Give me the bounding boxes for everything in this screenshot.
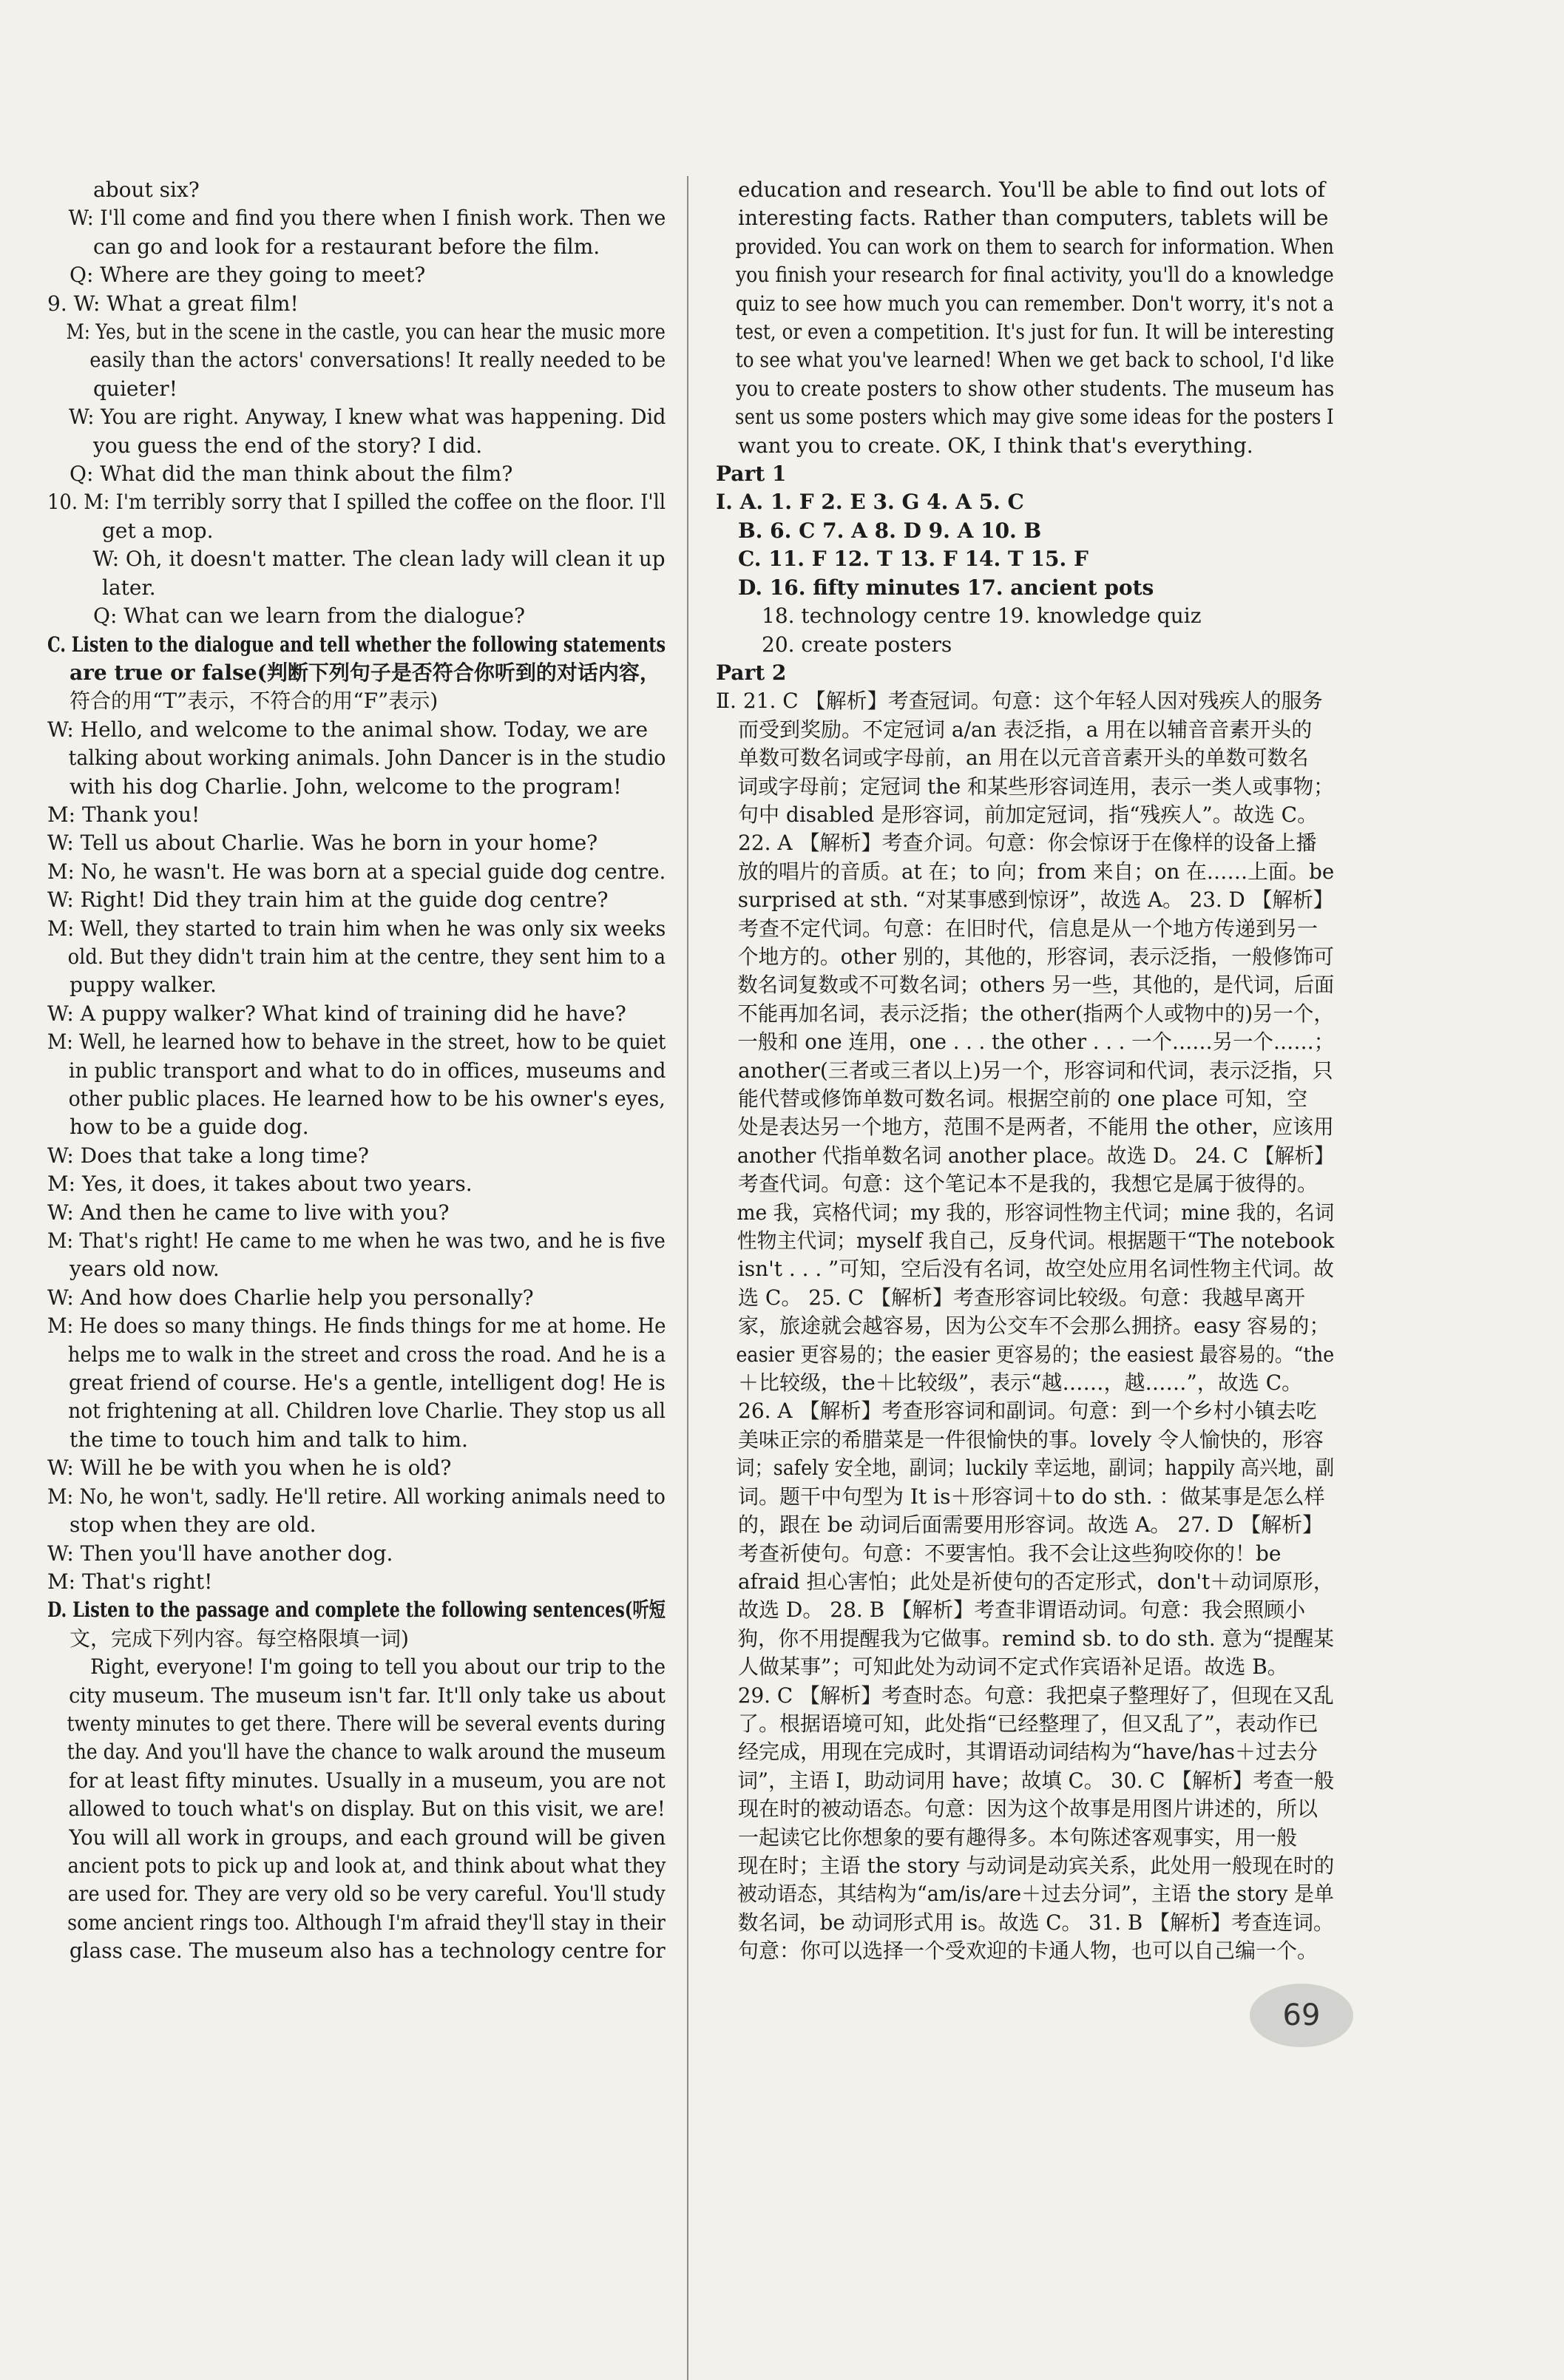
text-line: Ⅰ. A. 1. F 2. E 3. G 4. A 5. C: [716, 490, 1024, 515]
page-number: 69: [1282, 1998, 1321, 2032]
text-line: helps me to walk in the street and cross the road. And he is a: [67, 1342, 666, 1367]
text-line: sent us some posters which may give some ideas for the posters I: [735, 405, 1334, 430]
text-line: surprised at sth. “对某事感到惊讶”，故选 A。 23. D 【解析】: [737, 888, 1334, 913]
column-divider: [687, 176, 688, 2380]
text-line: 的，跟在 be 动词后面需要用形容词。故选 A。 27. D 【解析】: [738, 1512, 1324, 1538]
text-line: are used for. They are very old so be very careful. You'll study: [67, 1882, 666, 1907]
text-line: 美味正宗的希腊菜是一件很愉快的事。lovely 令人愉快的，形容: [738, 1427, 1324, 1452]
text-line: easily than the actors' conversations! It really needed to be: [89, 348, 666, 373]
text-line: 数名词复数或不可数名词；others 另一些，其他的，是代词，后面: [737, 973, 1335, 998]
text-line: M: Yes, but in the scene in the castle, you can hear the music more: [66, 320, 666, 345]
text-line: W: Tell us about Charlie. Was he born in your home?: [47, 831, 598, 856]
text-line: great friend of course. He's a gentle, intelligent dog! He is: [69, 1370, 666, 1396]
text-line: talking about working animals. John Dancer is in the studio: [68, 746, 666, 771]
text-line: C. 11. F 12. T 13. F 14. T 15. F: [738, 547, 1089, 572]
text-line: want you to create. OK, I think that's everything.: [738, 433, 1253, 458]
text-line: 经完成，用现在完成时，其谓语动词结构为“have/has＋过去分: [738, 1740, 1318, 1765]
text-line: city museum. The museum isn't far. It'll only take us about: [69, 1683, 666, 1708]
text-line: 能代替或修饰单数可数名词。根据空前的 one place 可知，空: [738, 1086, 1307, 1111]
text-line: 人做某事”；可知此处为动词不定式作宾语补足语。故选 B。: [738, 1654, 1288, 1680]
text-line: with his dog Charlie. John, welcome to the program!: [70, 774, 622, 799]
text-line: W: And how does Charlie help you personally?: [47, 1285, 534, 1310]
text-line: 不能再加名词，表示泛指；the other(指两个人或物中的)另一个，: [737, 1001, 1334, 1026]
text-line: 单数可数名词或字母前，an 用在以元音音素开头的单数可数名: [738, 746, 1309, 771]
text-line: 一起读它比你想象的要有趣得多。本句陈述客观事实，用一般: [738, 1825, 1298, 1850]
text-line: provided. You can work on them to search for information. When: [735, 234, 1334, 259]
text-line: W: Will he be with you when he is old?: [47, 1456, 452, 1481]
page-number-badge: [1250, 1984, 1353, 2047]
text-line: W: Right! Did they train him at the guide dog centre?: [47, 888, 609, 913]
text-line: 文，完成下列内容。每空格限填一词): [70, 1626, 409, 1651]
text-line: ＋比较级，the＋比较级”，表示“越……，越……”，故选 C。: [738, 1370, 1303, 1396]
text-line: 句意：你可以选择一个受欢迎的卡通人物，也可以自己编一个。: [738, 1938, 1318, 1964]
text-line: 选 C。 25. C 【解析】考查形容词比较级。句意：我越早离开: [738, 1285, 1305, 1310]
text-line: 考查代词。句意：这个笔记本不是我的，我想它是属于彼得的。: [738, 1172, 1318, 1197]
text-line: W: I'll come and find you there when I finish work. Then we: [68, 206, 666, 231]
text-line: M: He does so many things. He finds things for me at home. He: [47, 1314, 666, 1339]
text-line: some ancient rings too. Although I'm afraid they'll stay in their: [67, 1910, 666, 1935]
text-line: glass case. The museum also has a technology centre for: [69, 1938, 666, 1964]
text-line: me 我，宾格代词；my 我的，形容词性物主代词；mine 我的，名词: [737, 1200, 1335, 1225]
text-line: 现在时的被动语态。句意：因为这个故事是用图片讲述的，所以: [738, 1796, 1318, 1822]
text-line: another(三者或三者以上)另一个，形容词和代词，表示泛指，只: [738, 1058, 1333, 1083]
text-line: another 代指单数名词 another place。故选 D。 24. C 【解析】: [737, 1143, 1335, 1168]
text-line: M: That's right!: [47, 1569, 213, 1594]
left-column: [47, 176, 666, 1966]
text-line: Right, everyone! I'm going to tell you about our trip to the: [90, 1654, 666, 1680]
text-line: the day. And you'll have the chance to walk around the museum: [67, 1740, 666, 1765]
text-line: Q: What can we learn from the dialogue?: [93, 604, 525, 629]
text-line: M: No, he won't, sadly. He'll retire. All working animals need to: [47, 1484, 666, 1509]
text-line: W: Hello, and welcome to the animal show. Today, we are: [47, 717, 649, 742]
text-line: 22. A 【解析】考查介词。句意：你会惊讶于在像样的设备上播: [738, 831, 1317, 856]
text-line: in public transport and what to do in offices, museums and: [68, 1058, 666, 1083]
text-line: W: Then you'll have another dog.: [47, 1541, 393, 1566]
text-line: are true or false(判断下列句子是否符合你听到的对话内容，: [70, 660, 660, 685]
text-line: interesting facts. Rather than computers, tablets will be: [738, 206, 1329, 231]
text-line: test, or even a competition. It's just for fun. It will be interesting: [735, 320, 1335, 345]
text-line: get a mop.: [102, 518, 214, 543]
text-line: 词或字母前；定冠词 the 和某些形容词连用，表示一类人或事物；: [737, 774, 1334, 799]
text-line: Part 1: [716, 462, 787, 487]
text-line: afraid 担心害怕；此处是祈使句的否定形式，don't＋动词原形，: [737, 1569, 1334, 1594]
text-line: isn't . . . ”可知，空后没有名词，故空处应用名词性物主代词。故: [737, 1257, 1334, 1282]
text-line: 了。根据语境可知，此处指“已经整理了，但又乱了”，表动作已: [738, 1711, 1318, 1736]
text-line: M: Thank you!: [47, 802, 200, 827]
text-line: 被动语态，其结构为“am/is/are＋过去分词”，主语 the story 是单: [737, 1882, 1334, 1907]
text-line: 考查不定代词。句意：在旧时代，信息是从一个地方传递到另一: [738, 916, 1318, 941]
text-line: 20. create posters: [762, 632, 952, 657]
text-line: D. Listen to the passage and complete the following sentences(听短: [47, 1598, 666, 1623]
text-line: 数名词，be 动词形式用 is。故选 C。 31. B 【解析】考查连词。: [737, 1910, 1334, 1935]
text-line: to see what you've learned! When we get back to school, I'd like: [735, 348, 1335, 373]
text-line: 狗，你不用提醒我为它做事。remind sb. to do sth. 意为“提醒某: [737, 1626, 1334, 1651]
text-line: education and research. You'll be able to find out lots of: [738, 178, 1325, 202]
text-line: can go and look for a restaurant before the film.: [93, 234, 600, 259]
text-line: 放的唱片的音质。at 在；to 向；from 来自；on 在……上面。be: [737, 859, 1335, 884]
text-line: M: No, he wasn't. He was born at a special guide dog centre.: [47, 859, 666, 884]
text-line: ancient pots to pick up and look at, and think about what they: [67, 1853, 666, 1878]
text-line: how to be a guide dog.: [70, 1115, 309, 1140]
text-line: M: Well, he learned how to behave in the street, how to be quiet: [47, 1030, 666, 1055]
text-line: 符合的用“T”表示，不符合的用“F”表示): [70, 689, 439, 714]
text-line: twenty minutes to get there. There will be several events during: [67, 1711, 666, 1736]
text-line: 词”，主语 I，助动词用 have；故填 C。 30. C 【解析】考查一般: [737, 1768, 1335, 1793]
text-line: 故选 D。 28. B 【解析】考查非谓语动词。句意：我会照顾小: [738, 1598, 1306, 1623]
text-line: for at least fifty minutes. Usually in a museum, you are not: [68, 1768, 666, 1793]
text-line: You will all work in groups, and each ground will be given: [69, 1825, 666, 1850]
text-line: 词。题干中句型为 It is＋形容词＋to do sth. ：做某事是怎么样: [738, 1484, 1325, 1509]
text-line: C. Listen to the dialogue and tell whether the following statements: [47, 632, 666, 657]
text-line: 26. A 【解析】考查形容词和副词。句意：到一个乡村小镇去吃: [738, 1399, 1317, 1424]
right-column: [716, 176, 1334, 1966]
text-line: B. 6. C 7. A 8. D 9. A 10. B: [738, 518, 1042, 543]
text-line: Q: Where are they going to meet?: [70, 263, 426, 288]
text-line: later.: [102, 575, 156, 600]
text-line: 考查祈使句。句意：不要害怕。我不会让这些狗咬你的！be: [738, 1541, 1282, 1566]
text-line: 个地方的。other 别的，其他的，形容词，表示泛指，一般修饰可: [737, 944, 1335, 969]
text-line: W: A puppy walker? What kind of training did he have?: [47, 1001, 626, 1026]
text-line: you guess the end of the story? I did.: [93, 433, 483, 458]
text-line: W: And then he came to live with you?: [47, 1200, 450, 1225]
text-line: 现在时；主语 the story 与动词是动宾关系，此处用一般现在时的: [737, 1853, 1335, 1878]
text-line: 处是表达另一个地方，范围不是两者，不能用 the other，应该用: [737, 1115, 1334, 1140]
text-line: allowed to touch what's on display. But on this visit, we are!: [68, 1796, 666, 1822]
text-line: years old now.: [70, 1257, 220, 1282]
text-line: 一般和 one 连用，one . . . the other . . . 一个……另一个……；: [737, 1030, 1335, 1055]
text-line: stop when they are old.: [70, 1512, 316, 1538]
text-line: Part 2: [716, 660, 787, 685]
text-line: not frightening at all. Children love Charlie. They stop us all: [68, 1399, 666, 1424]
text-line: D. 16. fifty minutes 17. ancient pots: [738, 575, 1154, 600]
text-line: M: Well, they started to train him when he was only six weeks: [47, 916, 666, 941]
text-line: W: Oh, it doesn't matter. The clean lady will clean it up: [92, 547, 666, 572]
text-line: M: Yes, it does, it takes about two years.: [47, 1172, 473, 1197]
text-line: 词；safely 安全地，副词；luckily 幸运地，副词；happily 高兴地，副: [736, 1456, 1335, 1481]
text-line: Ⅱ. 21. C 【解析】考查冠词。句意：这个年轻人因对残疾人的服务: [716, 689, 1323, 714]
text-line: 家，旅途就会越容易，因为公交车不会那么拥挤。easy 容易的；: [738, 1314, 1330, 1339]
text-line: 29. C 【解析】考查时态。句意：我把桌子整理好了，但现在又乱: [737, 1683, 1334, 1708]
text-line: about six?: [93, 178, 200, 202]
text-line: old. But they didn't train him at the centre, they sent him to a: [67, 944, 666, 969]
text-line: puppy walker.: [70, 973, 217, 998]
text-line: W: You are right. Anyway, I knew what was happening. Did: [68, 405, 666, 430]
text-line: you to create posters to show other students. The museum has: [736, 376, 1335, 401]
text-line: 而受到奖励。不定冠词 a/an 表泛指，a 用在以辅音音素开头的: [738, 717, 1313, 742]
text-line: you finish your research for final activity, you'll do a knowledge: [735, 263, 1334, 288]
text-line: easier 更容易的；the easier 更容易的；the easiest 最容易的。“the: [736, 1342, 1335, 1367]
text-line: Q: What did the man think about the film?: [70, 462, 513, 487]
text-line: 9. W: What a great film!: [47, 291, 299, 316]
text-line: W: Does that take a long time?: [47, 1143, 369, 1168]
text-line: 18. technology centre 19. knowledge quiz: [762, 604, 1202, 629]
text-line: other public places. He learned how to be his owner's eyes,: [68, 1086, 666, 1111]
text-line: the time to touch him and talk to him.: [70, 1427, 468, 1452]
text-line: 性物主代词；myself 我自己，反身代词。根据题干“The notebook: [737, 1228, 1335, 1254]
text-line: M: That's right! He came to me when he was two, and he is five: [47, 1228, 666, 1254]
text-line: quiz to see how much you can remember. Don't worry, it's not a: [735, 291, 1334, 316]
text-line: 句中 disabled 是形容词，前加定冠词，指“残疾人”。故选 C。: [738, 802, 1318, 827]
text-line: quieter!: [93, 376, 177, 401]
text-line: 10. M: I'm terribly sorry that I spilled the coffee on the floor. I'll: [47, 490, 666, 515]
